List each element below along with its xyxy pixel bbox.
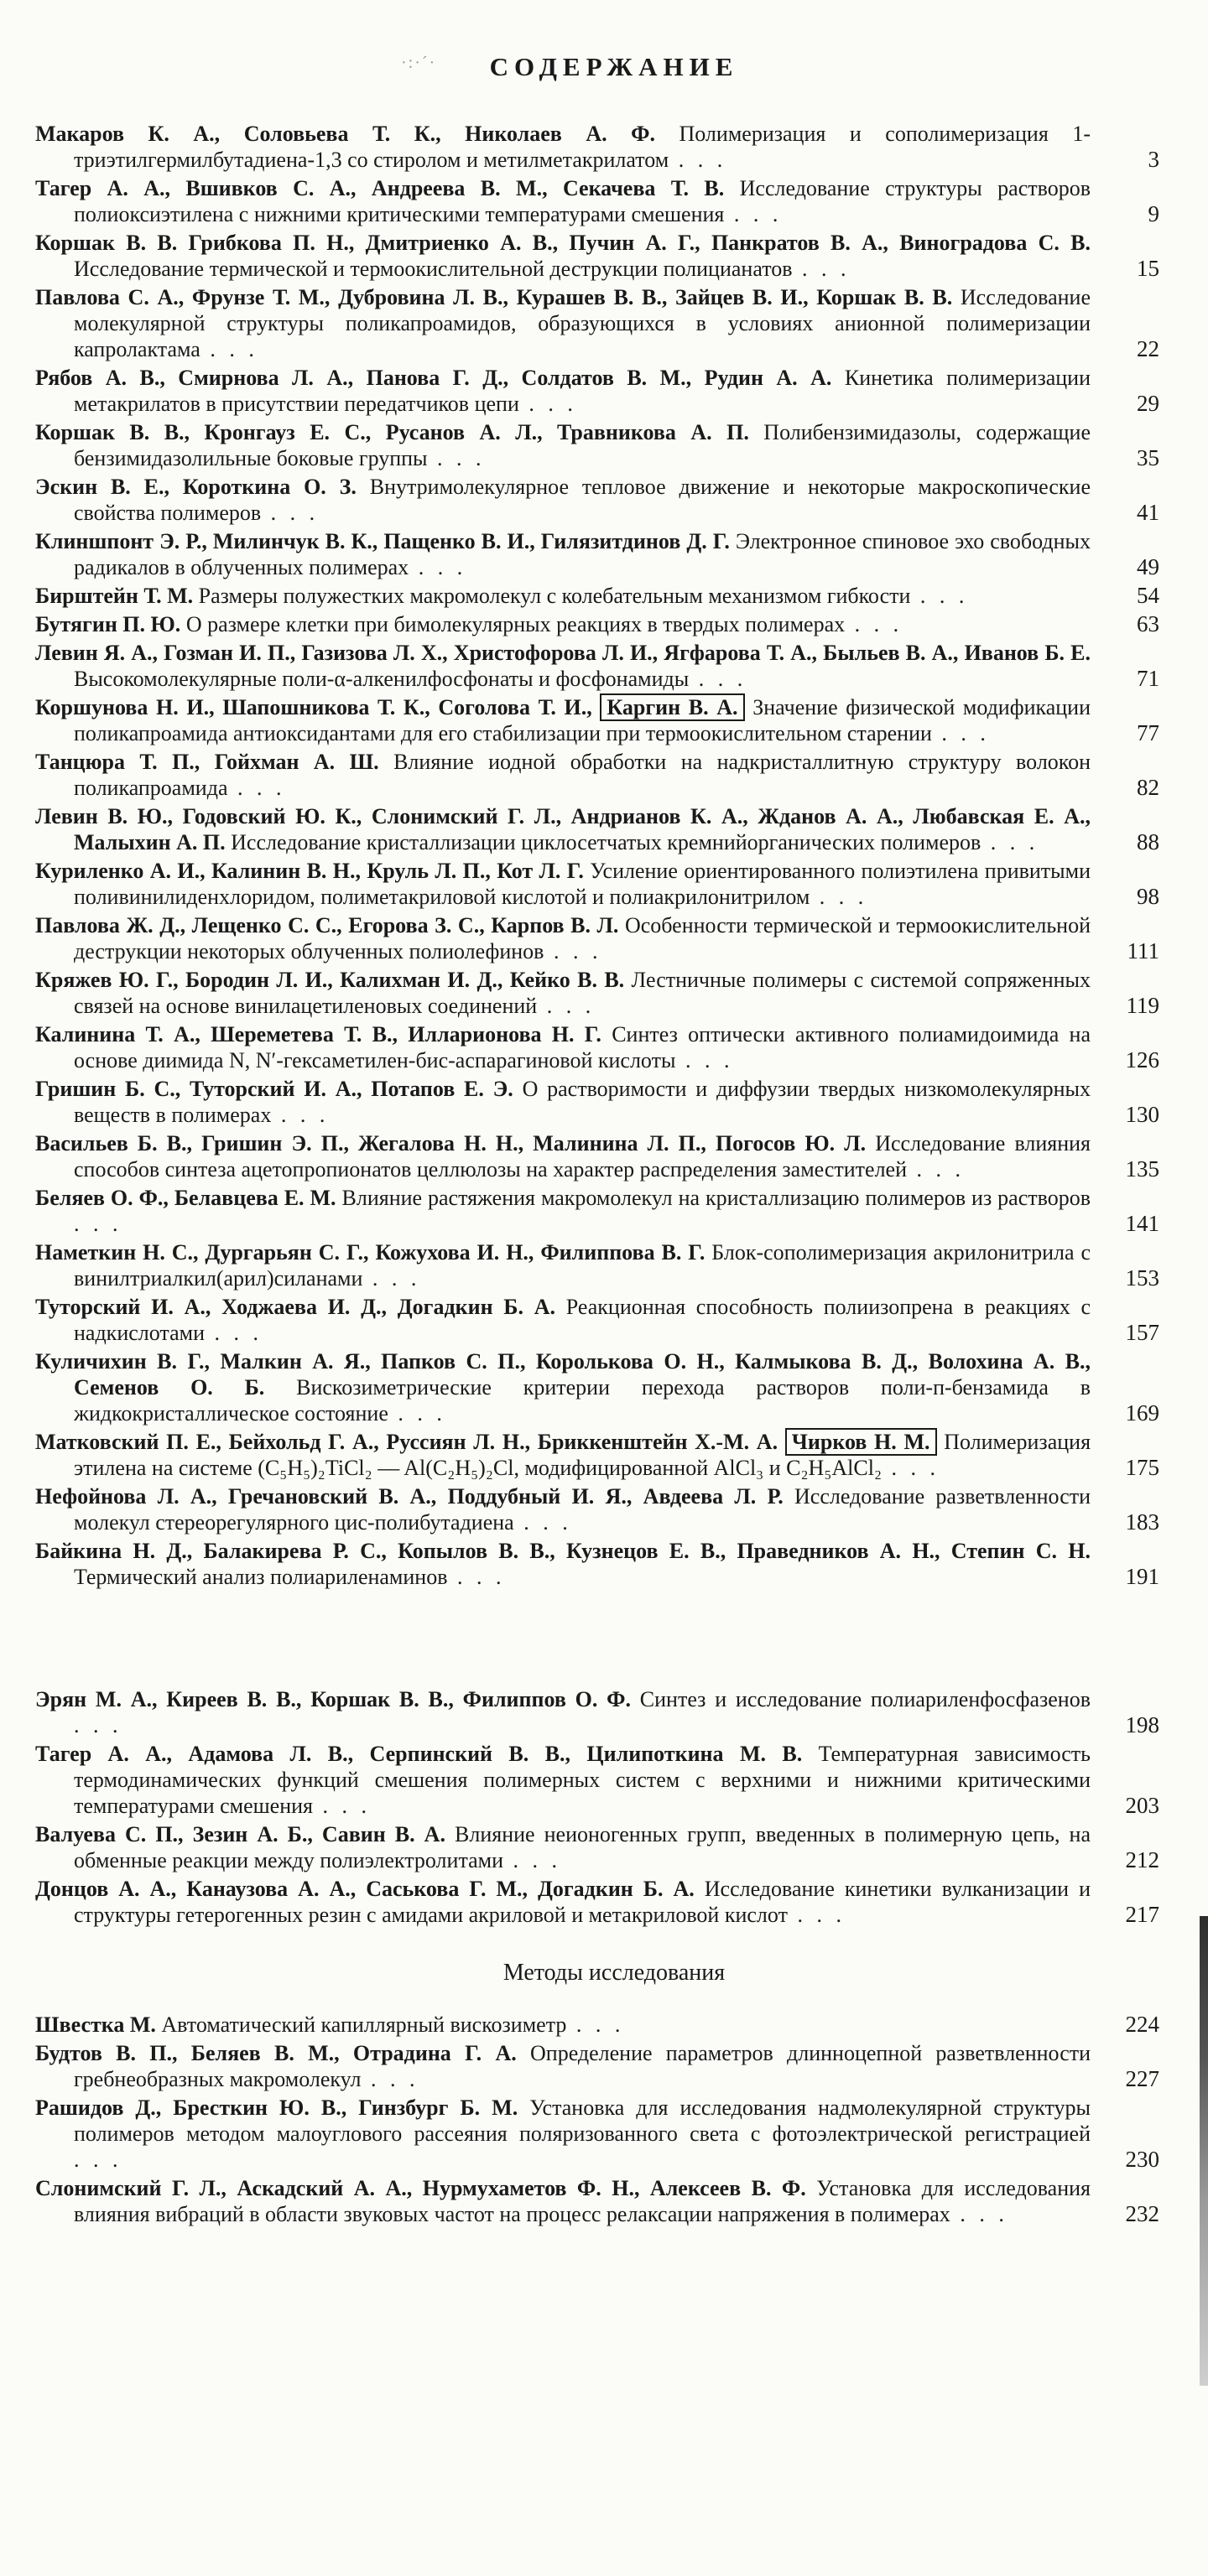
entry-authors: Тагер А. А., Адамова Л. В., Серпинский В. В., Цилипоткина М. В.	[35, 1742, 803, 1766]
dot-leader: . . .	[931, 721, 990, 745]
scan-smudge: ·:·´·	[401, 54, 437, 72]
entry-title: Автоматический капиллярный вискозиметр	[161, 2012, 567, 2037]
toc-entry	[35, 1294, 1159, 1346]
entry-authors: Макаров К. А., Соловьева Т. К., Николаев А. Ф.	[35, 122, 655, 146]
dot-leader: . . .	[74, 1713, 122, 1737]
entry-page-number: 217	[1125, 1902, 1159, 1927]
entry-title: Синтез оптически активного полиамидоимида на основе диимида N, N′-гексаметилен-бис-аспарагиновой кислоты	[74, 1022, 1091, 1072]
entry-page-number: 77	[1137, 720, 1159, 745]
entry-page-number: 153	[1125, 1265, 1159, 1291]
dot-leader: . . .	[724, 202, 783, 226]
entry-authors: Донцов А. А., Канаузова А. А., Саськова Г. М., Догадкин Б. А.	[35, 1877, 695, 1901]
methods-list	[35, 2012, 1159, 2227]
dot-leader: . . .	[981, 830, 1039, 854]
entry-authors: Павлова С. А., Фрунзе Т. М., Дубровина Л. В., Курашев В. В., Зайцев В. И., Коршак В. В.	[35, 285, 953, 309]
toc-entry	[35, 474, 1159, 526]
entry-page-number: 126	[1125, 1047, 1159, 1072]
toc-entry	[35, 1821, 1159, 1873]
entry-title: Значение физической модификации поликапроамида антиоксидантами для его стабилизации при термоокислительном старении	[74, 695, 1091, 745]
entry-authors: Левин В. Ю., Годовский Ю. К., Слонимский Г. Л., Андрианов К. А., Жданов А. А., Любавская Е. А., Малыхин А. П.	[35, 804, 1091, 854]
toc-entry	[35, 2012, 1159, 2038]
entry-title: Размеры полужестких макромолекул с колебательным механизмом гибкости	[198, 584, 911, 608]
entry-page-number: 63	[1137, 611, 1159, 636]
entry-page-number: 3	[1148, 147, 1159, 172]
entry-page-number: 119	[1126, 993, 1159, 1018]
toc-entry	[35, 749, 1159, 801]
dot-leader: . . .	[845, 612, 903, 636]
entry-page-number: 54	[1137, 583, 1159, 608]
entry-page-number: 230	[1125, 2147, 1159, 2172]
entry-page-number: 224	[1125, 2012, 1159, 2037]
toc-entry	[35, 611, 1159, 637]
dot-leader: . . .	[74, 1212, 122, 1236]
entry-title: Исследование кристаллизации циклосетчатых кремнийорганических полимеров	[231, 830, 982, 854]
toc-entry	[35, 1348, 1159, 1426]
entry-authors: Танцюра Т. П., Гойхман А. Ш.	[35, 750, 379, 774]
toc-entry	[35, 1021, 1159, 1073]
dot-leader: . . .	[227, 776, 286, 800]
entry-authors: Туторский И. А., Ходжаева И. Д., Догадкин Б. А.	[35, 1295, 556, 1319]
entry-page-number: 198	[1125, 1712, 1159, 1737]
entry-authors: Коршунова Н. И., Шапошникова Т. К., Соголова Т. И.,	[35, 695, 592, 719]
dot-leader: . . .	[503, 1848, 562, 1872]
dot-leader: . . .	[74, 2148, 122, 2172]
entry-page-number: 71	[1137, 666, 1159, 691]
entry-title: Высокомолекулярные поли-α-алкенилфосфонаты и фосфонамиды	[74, 667, 690, 691]
entry-authors: Клиншпонт Э. Р., Милинчук В. К., Пащенко В. И., Гилязитдинов Д. Г.	[35, 529, 730, 553]
entry-title: Исследование термической и термоокислительной деструкции полицианатов	[74, 257, 793, 281]
entry-authors: Валуева С. П., Зезин А. Б., Савин В. А.	[35, 1822, 445, 1846]
entry-page-number: 135	[1125, 1156, 1159, 1182]
entry-authors: Коршак В. В. Грибкова П. Н., Дмитриенко А. В., Пучин А. Г., Панкратов В. А., Виноградова С. В.	[35, 231, 1091, 255]
dot-leader: . . .	[792, 257, 851, 281]
entry-title: Исследование структуры растворов полиоксиэтилена с нижними критическими температурами смешения	[74, 176, 1091, 226]
entry-title: Исследование молекулярной структуры поликапроамидов, образующихся в условиях анионной полимеризации капролактама	[74, 285, 1091, 361]
dot-leader: . . .	[205, 1321, 263, 1345]
entry-authors: Калинина Т. А., Шереметева Т. В., Илларионова Н. Г.	[35, 1022, 601, 1046]
dot-leader: . . .	[675, 1048, 734, 1072]
dot-leader: . . .	[907, 1157, 966, 1182]
toc-entry	[35, 1429, 1159, 1481]
entry-authors: Кряжев Ю. Г., Бородин Л. И., Калихман И. Д., Кейко В. В.	[35, 968, 625, 992]
entry-page-number: 41	[1137, 500, 1159, 525]
toc-entry	[35, 528, 1159, 580]
dot-leader: . . .	[787, 1903, 846, 1927]
toc-entry	[35, 1185, 1159, 1237]
entry-authors: Левин Я. А., Гозман И. П., Газизова Л. Х., Христофорова Л. И., Ягфарова Т. А., Быльев В. А., Иванов Б. Е.	[35, 641, 1091, 665]
entry-authors: Нефойнова Л. А., Гречановский В. А., Поддубный И. Я., Авдеева Л. Р.	[35, 1484, 784, 1509]
toc-entry	[35, 419, 1159, 471]
entry-authors: Васильев Б. В., Гришин Э. П., Жегалова Н. Н., Малинина Л. П., Погосов Ю. Л.	[35, 1131, 867, 1156]
entry-title: Внутримолекулярное тепловое движение и некоторые макроскопические свойства полимеров	[74, 475, 1091, 525]
entry-title: Температурная зависимость термодинамических функций смешения полимерных систем с верхними и нижними критическими температурами смешения	[74, 1742, 1091, 1818]
dot-leader: . . .	[409, 555, 467, 579]
entry-page-number: 183	[1125, 1509, 1159, 1535]
dot-leader: . . .	[518, 392, 577, 416]
entry-authors: Тагер А. А., Вшивков С. А., Андреева В. М., Секачева Т. В.	[35, 176, 725, 200]
entry-title: Термический анализ полиариленаминов	[74, 1565, 448, 1589]
entry-page-number: 232	[1125, 2201, 1159, 2226]
entry-page-number: 169	[1125, 1400, 1159, 1426]
dot-leader: . . .	[910, 584, 969, 608]
toc-entry	[35, 230, 1159, 282]
entry-authors: Рябов А. В., Смирнова Л. А., Панова Г. Д., Солдатов В. М., Рудин А. А.	[35, 366, 832, 390]
entry-page-number: 175	[1125, 1455, 1159, 1480]
entry-title: О размере клетки при бимолекулярных реакциях в твердых полимерах	[185, 612, 846, 636]
entry-title: Блок-сополимеризация акрилонитрила с винилтриалкил(арил)силанами	[74, 1240, 1091, 1291]
toc-entry	[35, 694, 1159, 746]
entry-authors: Наметкин Н. С., Дургарьян С. Г., Кожухова И. Н., Филиппова В. Г.	[35, 1240, 706, 1265]
toc-entry	[35, 967, 1159, 1019]
dot-leader: . . .	[669, 148, 727, 172]
dot-leader: . . .	[271, 1103, 330, 1127]
toc-entry	[35, 1741, 1159, 1819]
entry-page-number: 49	[1137, 554, 1159, 579]
section-gap	[35, 1592, 1159, 1686]
dot-leader: . . .	[261, 501, 320, 525]
entry-page-number: 82	[1137, 775, 1159, 800]
dot-leader: . . .	[882, 1456, 940, 1480]
toc-entry	[35, 2040, 1159, 2092]
entry-title: Усиление ориентированного полиэтилена привитыми поливинилиденхлоридом, полиметакриловой кислотой и полиакрилонитрилом	[74, 859, 1091, 909]
entry-boxed-author: Каргин В. А.	[600, 693, 744, 721]
entry-authors: Эрян М. А., Киреев В. В., Коршак В. В., Филиппов О. Ф.	[35, 1687, 631, 1711]
entry-title: Установка для исследования влияния вибраций в области звуковых частот на процесс релаксации напряжения в полимерах	[74, 2176, 1091, 2226]
entry-page-number: 212	[1125, 1847, 1159, 1872]
toc-entry	[35, 1130, 1159, 1182]
entry-title: Влияние неионогенных групп, введенных в полимерную цепь, на обменные реакции между полиэлектролитами	[74, 1822, 1091, 1872]
entry-page-number: 191	[1125, 1564, 1159, 1589]
entry-title: Вискозиметрические критерии перехода растворов поли-п-бензамида в жидкокристаллическое состояние	[74, 1375, 1091, 1426]
entry-title: Реакционная способность полиизопрена в реакциях с надкислотами	[74, 1295, 1091, 1345]
entry-title: Исследование разветвленности молекул стереорегулярного цис-полибутадиена	[74, 1484, 1091, 1535]
entry-authors: Рашидов Д., Бресткин Ю. В., Гинзбург Б. М.	[35, 2096, 518, 2120]
entry-page-number: 35	[1137, 445, 1159, 470]
dot-leader: . . .	[361, 2067, 419, 2091]
dot-leader: . . .	[427, 446, 486, 470]
toc-entry	[35, 284, 1159, 362]
entry-page-number: 98	[1137, 884, 1159, 909]
entry-title: О растворимости и диффузии твердых низкомолекулярных веществ в полимерах	[74, 1077, 1091, 1127]
entry-boxed-author: Чирков Н. М.	[785, 1428, 937, 1456]
entry-authors: Бутягин П. Ю.	[35, 612, 181, 636]
entry-page-number: 29	[1137, 391, 1159, 416]
document-page	[35, 0, 1159, 2576]
toc-entry	[35, 2095, 1159, 2173]
entry-page-number: 130	[1125, 1102, 1159, 1127]
entry-title: Лестничные полимеры с системой сопряженных связей на основе винилацетиленовых соединений	[74, 968, 1091, 1018]
dot-leader: . . .	[810, 885, 868, 909]
entry-title: Влияние иодной обработки на надкристаллитную структуру волокон поликапроамида	[74, 750, 1091, 800]
entry-authors: Матковский П. Е., Бейхольд Г. А., Руссиян Л. Н., Бриккенштейн Х.-М. А.	[35, 1430, 778, 1454]
entry-authors: Коршак В. В., Кронгауз Е. С., Русанов А. Л., Травникова А. П.	[35, 420, 749, 444]
dot-leader: . . .	[689, 667, 747, 691]
toc-entry	[35, 1239, 1159, 1291]
entry-page-number: 157	[1125, 1320, 1159, 1345]
entry-authors: Бирштейн Т. М.	[35, 584, 194, 608]
dot-leader: . . .	[537, 994, 596, 1018]
entry-page-number: 15	[1137, 256, 1159, 281]
toc-entry	[35, 912, 1159, 964]
entry-title: Исследование кинетики вулканизации и структуры гетерогенных резин с амидами акриловой и метакриловой кислот	[74, 1877, 1091, 1927]
entry-page-number: 111	[1127, 938, 1159, 963]
entry-authors: Гришин Б. С., Туторский И. А., Потапов Е. Э.	[35, 1077, 513, 1101]
toc-entry	[35, 583, 1159, 609]
toc-entry	[35, 640, 1159, 692]
contents-list	[35, 121, 1159, 1590]
contents-list-continued	[35, 1686, 1159, 1928]
entry-title: Полимеризация этилена на системе (C₅H₅)₂TiCl₂ — Al(C₂H₅)₂Cl, модифицированной AlCl₃ и C₂H₅AlCl₂	[74, 1430, 1091, 1480]
entry-authors: Байкина Н. Д., Балакирева Р. С., Копылов В. В., Кузнецов Е. В., Праведников А. Н., Степин С. Н.	[35, 1539, 1091, 1563]
entry-page-number: 141	[1125, 1211, 1159, 1236]
entry-authors: Беляев О. Ф., Белавцева Е. М.	[35, 1186, 336, 1210]
toc-entry	[35, 803, 1159, 855]
toc-entry	[35, 1538, 1159, 1590]
entry-title: Особенности термической и термоокислительной деструкции некоторых облученных полиолефинов	[74, 913, 1091, 963]
entry-title: Кинетика полимеризации метакрилатов в присутствии передатчиков цепи	[74, 366, 1091, 416]
dot-leader: . . .	[566, 2012, 625, 2037]
dot-leader: . . .	[362, 1266, 421, 1291]
toc-entry	[35, 365, 1159, 417]
entry-title: Синтез и исследование полиариленфосфазенов	[639, 1687, 1091, 1711]
dot-leader: . . .	[513, 1510, 572, 1535]
toc-entry	[35, 121, 1159, 173]
entry-title: Установка для исследования надмолекулярной структуры полимеров методом малоуглового рассеяния поляризованного света с фотоэлектрической регистрацией	[74, 2096, 1091, 2146]
dot-leader: . . .	[950, 2202, 1008, 2226]
entry-title: Полимеризация и сополимеризация 1-триэтилгермилбутадиена-1,3 со стиролом и метилметакрилатом	[74, 122, 1091, 172]
entry-authors: Швестка М.	[35, 2012, 156, 2037]
entry-page-number: 203	[1125, 1793, 1159, 1818]
toc-entry	[35, 1686, 1159, 1738]
dot-leader: . . .	[388, 1401, 446, 1426]
dot-leader: . . .	[312, 1794, 371, 1818]
entry-authors: Павлова Ж. Д., Лещенко С. С., Егорова З. С., Карпов В. Л.	[35, 913, 619, 937]
toc-entry	[35, 1483, 1159, 1535]
toc-entry	[35, 858, 1159, 910]
dot-leader: . . .	[200, 337, 258, 361]
dot-leader: . . .	[544, 939, 602, 963]
dot-leader: . . .	[447, 1565, 506, 1589]
toc-entry	[35, 1076, 1159, 1128]
entry-authors: Эскин В. Е., Короткина О. З.	[35, 475, 357, 499]
entry-authors: Куличихин В. Г., Малкин А. Я., Папков С. П., Королькова О. Н., Калмыкова В. Д., Волохина А. В., Семенов О. Б.	[35, 1349, 1091, 1400]
entry-authors: Слонимский Г. Л., Аскадский А. А., Нурмухаметов Ф. Н., Алексеев В. Ф.	[35, 2176, 806, 2200]
toc-entry	[35, 1876, 1159, 1928]
entry-page-number: 9	[1148, 201, 1159, 226]
entry-title: Исследование влияния способов синтеза ацетопропионатов целлюлозы на характер распределения заместителей	[74, 1131, 1091, 1182]
entry-title: Определение параметров длинноцепной разветвленности гребнеобразных макромолекул	[74, 2041, 1091, 2091]
entry-authors: Будтов В. П., Беляев В. М., Отрадина Г. А.	[35, 2041, 517, 2065]
entry-title: Влияние растяжения макромолекул на кристаллизацию полимеров из растворов	[341, 1186, 1091, 1210]
entry-title: Электронное спиновое эхо свободных радикалов в облученных полимерах	[74, 529, 1091, 579]
page-title: СОДЕРЖАНИЕ	[489, 52, 739, 81]
entry-page-number: 22	[1137, 336, 1159, 361]
entry-title: Полибензимидазолы, содержащие бензимидазолильные боковые группы	[74, 420, 1091, 470]
toc-entry	[35, 175, 1159, 227]
toc-entry	[35, 2175, 1159, 2227]
entry-page-number: 227	[1125, 2066, 1159, 2091]
scan-edge-mark	[1200, 1916, 1208, 2386]
section-heading: Методы исследования	[502, 1960, 726, 1986]
entry-authors: Куриленко А. И., Калинин В. Н., Круль Л. П., Кот Л. Г.	[35, 859, 584, 883]
entry-page-number: 88	[1137, 829, 1159, 854]
